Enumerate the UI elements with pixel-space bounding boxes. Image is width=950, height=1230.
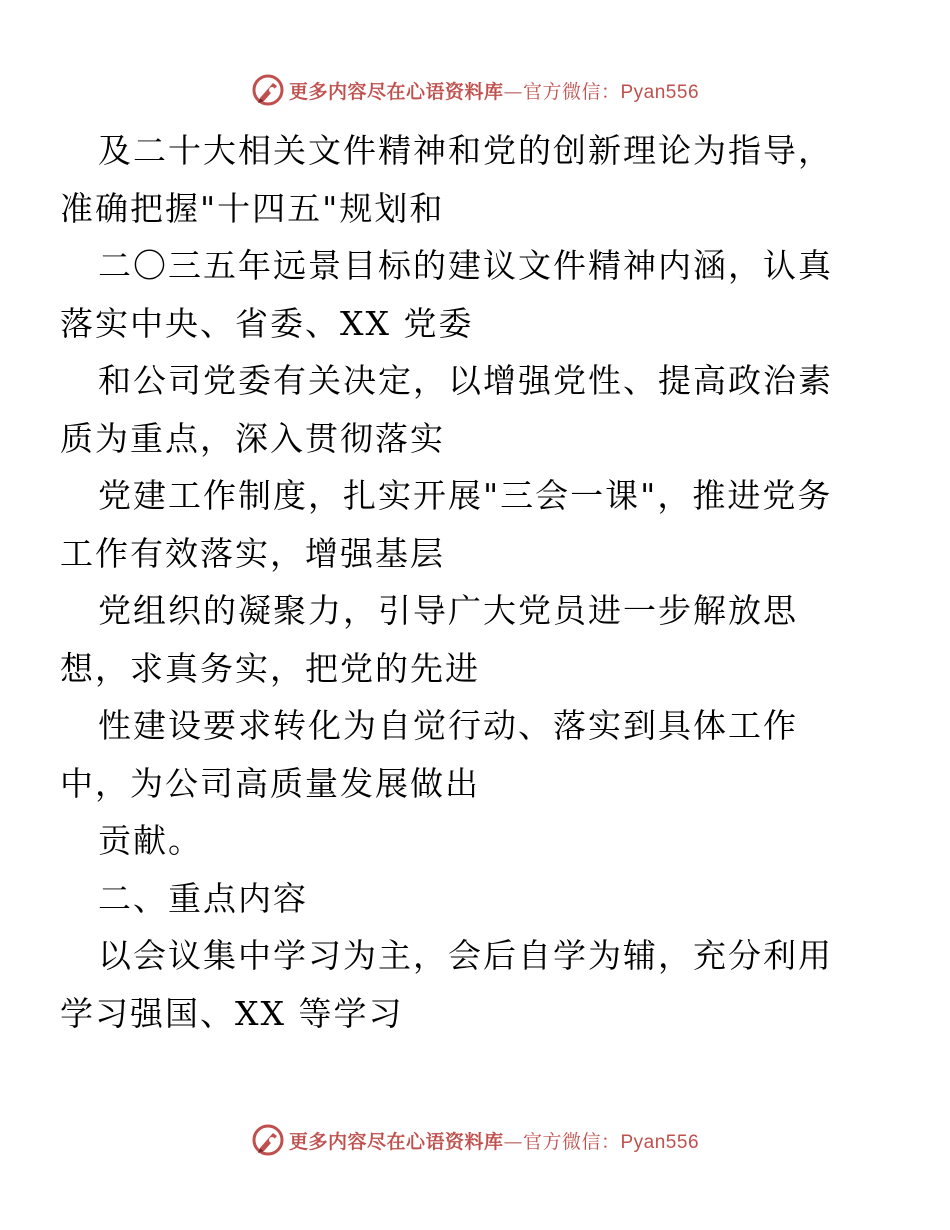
footer-wechat-id: Pyan556	[620, 1131, 700, 1153]
footer-banner	[0, 1120, 950, 1160]
body-line-15: 以会议集中学习为主，会后自学为辅，充分利用	[98, 936, 833, 975]
footer-banner-text	[289, 1127, 699, 1154]
body-line-12: 中，为公司高质量发展做出	[60, 763, 480, 803]
body-line-4: 落实中央、省委、XX 党委	[60, 303, 474, 343]
body-line-11: 性建设要求转化为自觉行动、落实到具体工作	[98, 706, 798, 745]
document-body	[60, 122, 858, 1042]
header-wechat-label: 官方微信：	[522, 80, 621, 103]
body-line-10: 想，求真务实，把党的先进	[60, 648, 480, 688]
body-line-8: 工作有效落实，增强基层	[60, 533, 445, 573]
header-banner	[0, 70, 950, 110]
footer-wechat-label: 官方微信：	[522, 1130, 621, 1153]
footer-separator: —	[503, 1130, 523, 1153]
pen-logo-icon	[251, 73, 285, 107]
body-line-1: 及二十大相关文件精神和党的创新理论为指导，	[98, 131, 833, 170]
body-line-3: 二〇三五年远景目标的建议文件精神内涵，认真	[98, 246, 833, 285]
pen-logo-icon	[251, 1123, 285, 1157]
body-line-2: 准确把握"十四五"规划和	[60, 188, 445, 228]
body-line-5: 和公司党委有关决定，以增强党性、提高政治素	[98, 361, 833, 400]
section-heading: 二、重点内容	[98, 878, 308, 918]
footer-brand: 更多内容尽在心语资料库	[288, 1130, 504, 1153]
body-line-13: 贡献。	[98, 821, 203, 860]
body-line-16: 学习强国、XX 等学习	[60, 993, 404, 1033]
body-line-9: 党组织的凝聚力，引导广大党员进一步解放思	[98, 591, 798, 630]
body-line-6: 质为重点，深入贯彻落实	[60, 418, 445, 458]
body-line-7: 党建工作制度，扎实开展"三会一课"，推进党务	[98, 476, 833, 515]
header-wechat-id: Pyan556	[620, 81, 700, 103]
header-separator: —	[503, 80, 523, 103]
header-brand: 更多内容尽在心语资料库	[288, 80, 504, 103]
header-banner-text	[289, 77, 699, 104]
